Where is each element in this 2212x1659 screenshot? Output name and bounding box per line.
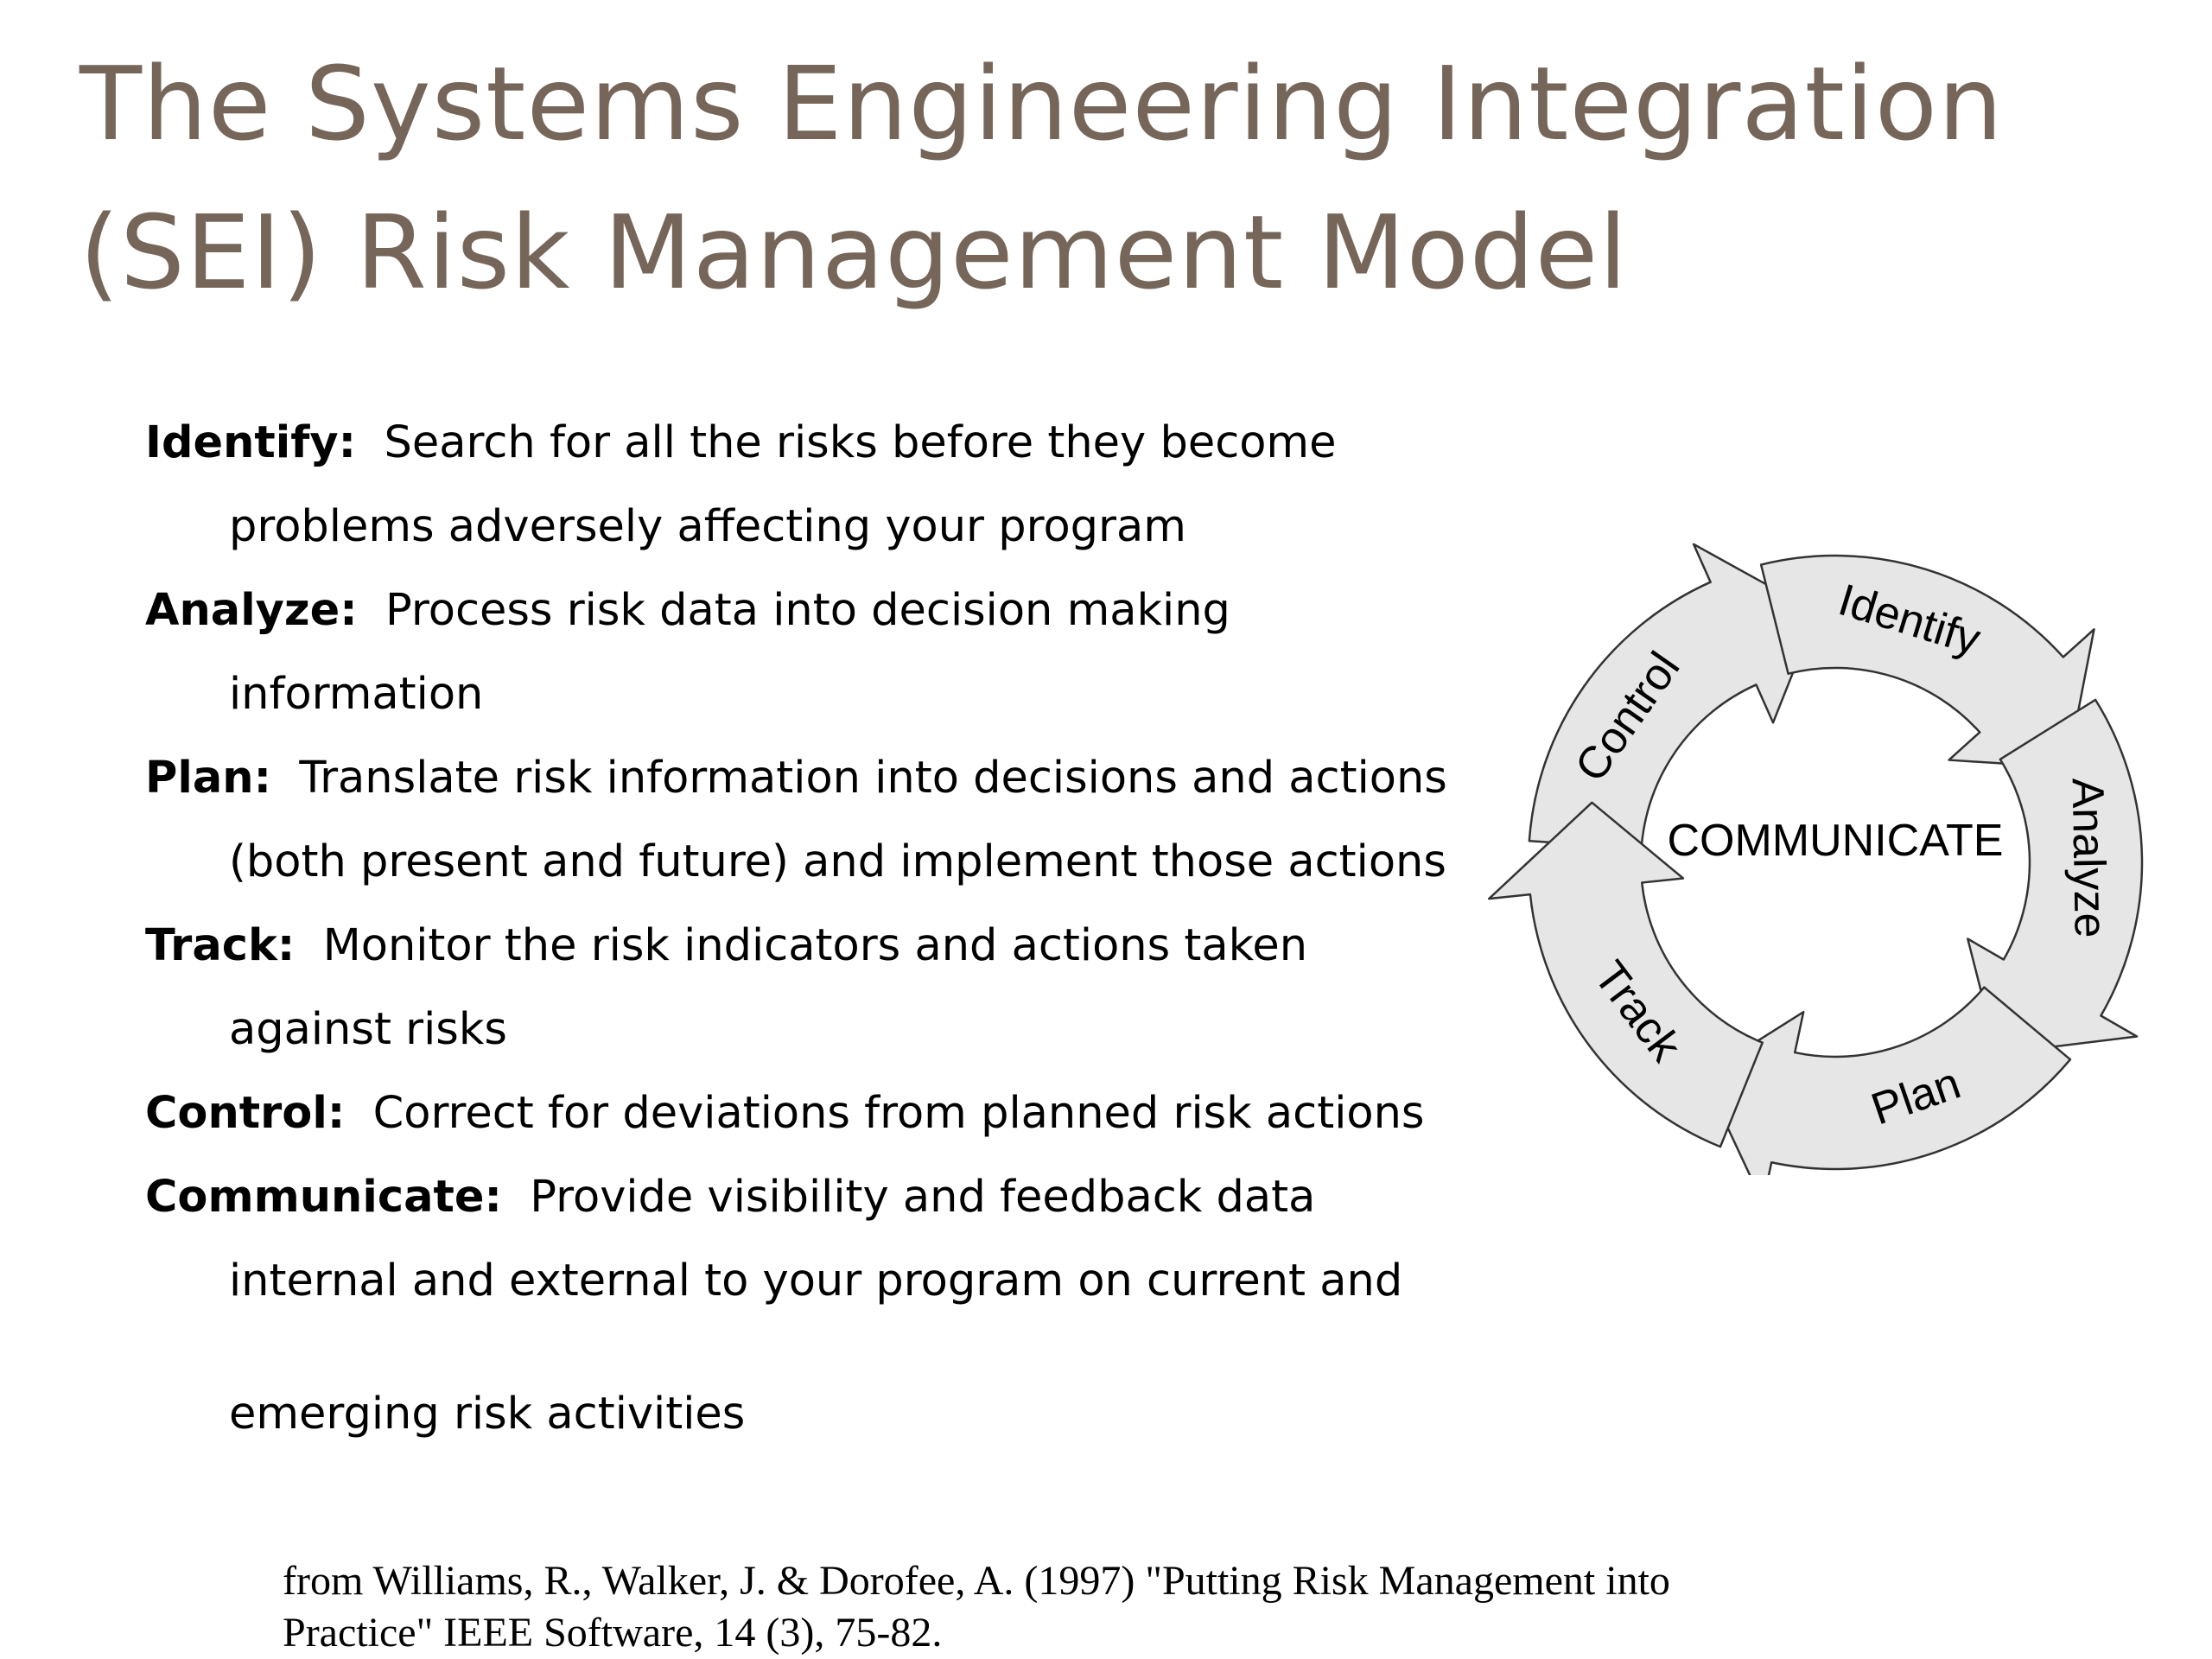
- title-line-2: (SEI) Risk Management Model: [79, 193, 1629, 312]
- definition-text: Monitor the risk indicators and actions taken: [322, 920, 1308, 971]
- definition-analyze: [145, 581, 1230, 641]
- definition-text: against risks: [229, 1004, 507, 1055]
- definition-term: Communicate:: [145, 1172, 502, 1223]
- definition-communicate: [145, 1167, 1315, 1228]
- definition-term: Control:: [145, 1088, 346, 1139]
- definition-track: [145, 916, 1307, 976]
- definition-text: Translate risk information into decisions and actions: [299, 753, 1447, 804]
- definition-term: Identify:: [145, 417, 357, 468]
- definition-text: (both present and future) and implement those actions: [229, 836, 1446, 887]
- definition-text: internal and external to your program on current and: [229, 1255, 1403, 1306]
- step-label-analyze: Analyze: [2062, 777, 2115, 938]
- step-label-control: Control: [1565, 643, 1690, 791]
- risk-cycle-diagram: [1469, 467, 2160, 1175]
- definition-text: problems adversely affecting your program: [229, 501, 1186, 552]
- definition-term: Analyze:: [145, 585, 358, 636]
- citation-line-1: from Williams, R., Walker, J. & Dorofee, A. (1997) "Putting Risk Management into: [283, 1558, 1670, 1604]
- definition-text: Provide visibility and feedback data: [530, 1172, 1316, 1223]
- definition-term: Plan:: [145, 753, 271, 804]
- definition-text: Correct for deviations from planned risk actions: [372, 1088, 1425, 1139]
- definition-text: emerging risk activities: [229, 1389, 746, 1440]
- step-label-plan: Plan: [1865, 1058, 1967, 1135]
- title-line-1: The Systems Engineering Integration: [79, 44, 2004, 163]
- step-label-track: Track: [1584, 951, 1691, 1071]
- citation: [283, 1555, 1924, 1659]
- definition-text: Process risk data into decision making: [385, 585, 1230, 636]
- definition-text: information: [229, 669, 484, 720]
- definition-control: [145, 1084, 1424, 1144]
- definition-term: Track:: [145, 920, 296, 971]
- definition-text: Search for all the risks before they become: [384, 417, 1337, 468]
- step-label-identify: Identify: [1833, 575, 1986, 665]
- slide-title: [79, 29, 2067, 327]
- definition-identify: [145, 413, 1337, 474]
- center-label: COMMUNICATE: [1667, 816, 2004, 866]
- definition-plan: [145, 748, 1447, 809]
- citation-line-2: Practice" IEEE Software, 14 (3), 75-82.: [283, 1610, 943, 1656]
